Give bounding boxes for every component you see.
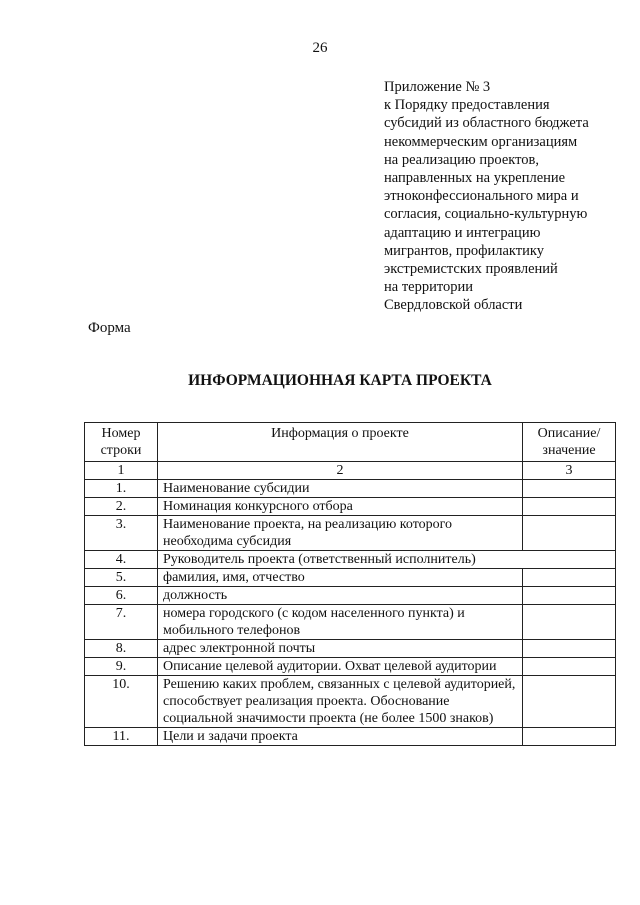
row-info: Руководитель проекта (ответственный исполнитель) (158, 551, 616, 569)
row-info: Цели и задачи проекта (158, 728, 523, 746)
column-number: 2 (158, 462, 523, 480)
row-value[interactable] (523, 587, 616, 605)
row-value[interactable] (523, 605, 616, 640)
document-title: ИНФОРМАЦИОННАЯ КАРТА ПРОЕКТА (188, 372, 492, 389)
table-row (85, 569, 616, 587)
row-info: номера городского (с кодом населенного пункта) и мобильного телефонов (158, 605, 523, 640)
project-info-table (84, 422, 616, 746)
table-row (85, 676, 616, 728)
row-info: Номинация конкурсного отбора (158, 498, 523, 516)
row-number: 2. (85, 498, 158, 516)
appendix-line: направленных на укрепление (384, 170, 566, 187)
appendix-line: Приложение № 3 (384, 79, 491, 95)
row-value[interactable] (523, 480, 616, 498)
row-number: 9. (85, 658, 158, 676)
header-row-number: Номер строки (85, 423, 158, 462)
appendix-line: экстремистских проявлений (384, 261, 558, 278)
row-info: Наименование субсидии (158, 480, 523, 498)
row-value[interactable] (523, 498, 616, 516)
table-row (85, 728, 616, 746)
row-value[interactable] (523, 640, 616, 658)
row-info: должность (158, 587, 523, 605)
row-info: адрес электронной почты (158, 640, 523, 658)
page-number: 26 (312, 40, 328, 56)
table-header-row (85, 423, 616, 462)
row-info: Описание целевой аудитории. Охват целевой аудитории (158, 658, 523, 676)
appendix-note (384, 78, 624, 315)
column-number: 1 (85, 462, 158, 480)
header-project-info: Информация о проекте (158, 423, 523, 462)
row-number: 6. (85, 587, 158, 605)
appendix-line: на территории (384, 279, 474, 296)
row-number: 10. (85, 676, 158, 728)
row-info: Наименование проекта, на реализацию которого необходима субсидия (158, 516, 523, 551)
header-description-value: Описание/ значение (523, 423, 616, 462)
row-info: Решению каких проблем, связанных с целевой аудиторией, способствует реализация проекта. Обоснование социальной значимости проекта (не более 1500 знаков) (158, 676, 523, 728)
row-value[interactable] (523, 676, 616, 728)
table-row (85, 587, 616, 605)
table-row (85, 516, 616, 551)
row-value[interactable] (523, 728, 616, 746)
row-number: 11. (85, 728, 158, 746)
form-label: Форма (88, 320, 131, 336)
row-number: 7. (85, 605, 158, 640)
table-row (85, 551, 616, 569)
appendix-line: субсидий из областного бюджета (384, 115, 589, 132)
appendix-line: некоммерческим организациям (384, 133, 578, 150)
row-value[interactable] (523, 516, 616, 551)
appendix-line: этноконфессионального мира и (384, 188, 579, 205)
row-value[interactable] (523, 569, 616, 587)
table-row (85, 605, 616, 640)
table-row (85, 498, 616, 516)
appendix-line: согласия, социально-культурную (384, 206, 588, 223)
appendix-line: к Порядку предоставления (384, 97, 550, 114)
row-number: 4. (85, 551, 158, 569)
appendix-line: мигрантов, профилактику (384, 242, 544, 259)
table-row (85, 640, 616, 658)
appendix-line: на реализацию проектов, (384, 151, 539, 168)
appendix-line: Свердловской области (384, 297, 523, 314)
table-row (85, 480, 616, 498)
column-number: 3 (523, 462, 616, 480)
row-number: 1. (85, 480, 158, 498)
row-number: 5. (85, 569, 158, 587)
row-info: фамилия, имя, отчество (158, 569, 523, 587)
row-value[interactable] (523, 658, 616, 676)
row-number: 8. (85, 640, 158, 658)
table-row (85, 658, 616, 676)
row-number: 3. (85, 516, 158, 551)
column-numbers-row (85, 462, 616, 480)
appendix-line: адаптацию и интеграцию (384, 224, 541, 241)
